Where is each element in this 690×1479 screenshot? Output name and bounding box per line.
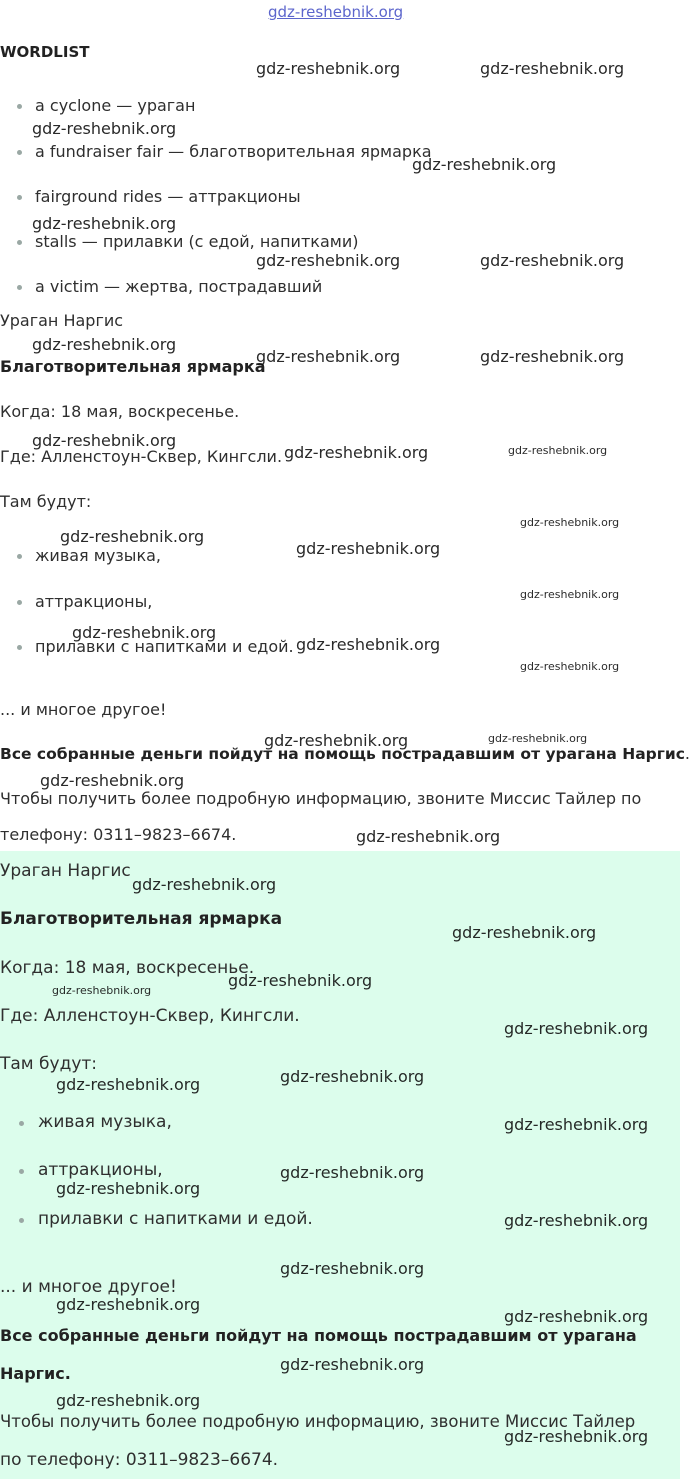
watermark: gdz-reshebnik.org: [32, 119, 177, 138]
wordlist-item: a victim — жертва, пострадавший: [35, 277, 323, 296]
flyer2-when: Когда: 18 мая, воскресенье.: [0, 958, 255, 978]
watermark: gdz-reshebnik.org: [296, 539, 441, 558]
flyer-subtitle: Благотворительная ярмарка: [0, 357, 266, 376]
flyer-info-line1: Чтобы получить более подробную информацию, звоните Миссис Тайлер по: [0, 789, 642, 808]
watermark: gdz-reshebnik.org: [132, 875, 277, 894]
flyer-when: Когда: 18 мая, воскресенье.: [0, 402, 240, 421]
watermark: gdz-reshebnik.org: [264, 731, 409, 750]
bullet-icon: [17, 645, 22, 650]
flyer2-money-line2: Наргис.: [0, 1364, 71, 1383]
wordlist-item: a fundraiser fair — благотворительная ярмарка: [35, 142, 432, 161]
flyer2-list-item: прилавки с напитками и едой.: [38, 1209, 313, 1229]
flyer-list-item: живая музыка,: [35, 546, 161, 565]
watermark: gdz-reshebnik.org: [452, 923, 597, 942]
watermark: gdz-reshebnik.org: [32, 431, 177, 450]
watermark: gdz-reshebnik.org: [52, 984, 152, 997]
wordlist-item: fairground rides — аттракционы: [35, 187, 301, 206]
watermark: gdz-reshebnik.org: [488, 732, 588, 745]
flyer-where: Где: Алленстоун-Сквер, Кингсли.: [0, 447, 283, 466]
watermark: gdz-reshebnik.org: [480, 59, 625, 78]
flyer-money-period: .: [684, 744, 690, 763]
watermark: gdz-reshebnik.org: [284, 443, 429, 462]
watermark: gdz-reshebnik.org: [480, 347, 625, 366]
flyer2-list-item: аттракционы,: [38, 1160, 163, 1180]
watermark: gdz-reshebnik.org: [280, 1163, 425, 1182]
flyer2-more: ... и многое другое!: [0, 1277, 177, 1297]
flyer-info-line2: телефону: 0311–9823–6674.: [0, 825, 237, 844]
watermark: gdz-reshebnik.org: [504, 1427, 649, 1446]
watermark: gdz-reshebnik.org: [56, 1075, 201, 1094]
flyer2-where: Где: Алленстоун-Сквер, Кингсли.: [0, 1006, 300, 1026]
watermark: gdz-reshebnik.org: [280, 1259, 425, 1278]
watermark: gdz-reshebnik.org: [412, 155, 557, 174]
flyer-list-item: аттракционы,: [35, 592, 153, 611]
watermark: gdz-reshebnik.org: [356, 827, 501, 846]
watermark: gdz-reshebnik.org: [520, 516, 620, 529]
flyer-money-text: Все собранные деньги пойдут на помощь пострадавшим от урагана Наргис: [0, 745, 685, 763]
watermark: gdz-reshebnik.org: [296, 635, 441, 654]
bullet-icon: [19, 1121, 24, 1126]
flyer2-info-line2: по телефону: 0311–9823–6674.: [0, 1450, 279, 1470]
watermark: gdz-reshebnik.org: [480, 251, 625, 270]
flyer2-there-will-be: Там будут:: [0, 1054, 98, 1074]
wordlist-item: a cyclone — ураган: [35, 96, 196, 115]
watermark: gdz-reshebnik.org: [520, 660, 620, 673]
watermark: gdz-reshebnik.org: [504, 1019, 649, 1038]
flyer2-list-item: живая музыка,: [38, 1112, 172, 1132]
watermark: gdz-reshebnik.org: [520, 588, 620, 601]
watermark: gdz-reshebnik.org: [280, 1355, 425, 1374]
watermark: gdz-reshebnik.org: [256, 347, 401, 366]
wordlist-item: stalls — прилавки (с едой, напитками): [35, 232, 359, 251]
watermark: gdz-reshebnik.org: [508, 444, 608, 457]
bullet-icon: [17, 240, 22, 245]
bullet-icon: [17, 104, 22, 109]
flyer2-info-line1: Чтобы получить более подробную информацию, звоните Миссис Тайлер: [0, 1412, 636, 1431]
wordlist-heading: WORDLIST: [0, 43, 90, 61]
bullet-icon: [17, 150, 22, 155]
bullet-icon: [17, 285, 22, 290]
flyer-title: Ураган Наргис: [0, 311, 124, 330]
bullet-icon: [17, 600, 22, 605]
flyer2-subtitle: Благотворительная ярмарка: [0, 909, 283, 929]
watermark: gdz-reshebnik.org: [32, 335, 177, 354]
watermark: gdz-reshebnik.org: [72, 623, 217, 642]
watermark: gdz-reshebnik.org: [56, 1391, 201, 1410]
watermark: gdz-reshebnik.org: [280, 1067, 425, 1086]
watermark: gdz-reshebnik.org: [504, 1211, 649, 1230]
flyer-list-item: прилавки с напитками и едой.: [35, 637, 294, 656]
flyer-more: ... и многое другое!: [0, 700, 167, 719]
flyer-there-will-be: Там будут:: [0, 492, 92, 511]
bullet-icon: [19, 1218, 24, 1223]
watermark: gdz-reshebnik.org: [256, 251, 401, 270]
watermark: gdz-reshebnik.org: [40, 771, 185, 790]
watermark: gdz-reshebnik.org: [504, 1307, 649, 1326]
bullet-icon: [17, 195, 22, 200]
flyer2-money-line1: Все собранные деньги пойдут на помощь пострадавшим от урагана: [0, 1326, 637, 1345]
watermark: gdz-reshebnik.org: [32, 214, 177, 233]
flyer2-title: Ураган Наргис: [0, 861, 131, 881]
watermark: gdz-reshebnik.org: [504, 1115, 649, 1134]
watermark: gdz-reshebnik.org: [256, 59, 401, 78]
watermark: gdz-reshebnik.org: [60, 527, 205, 546]
watermark: gdz-reshebnik.org: [56, 1179, 201, 1198]
bullet-icon: [17, 554, 22, 559]
watermark: gdz-reshebnik.org: [56, 1295, 201, 1314]
watermark: gdz-reshebnik.org: [228, 971, 373, 990]
watermark-link[interactable]: gdz-reshebnik.org: [268, 3, 404, 21]
bullet-icon: [19, 1169, 24, 1174]
